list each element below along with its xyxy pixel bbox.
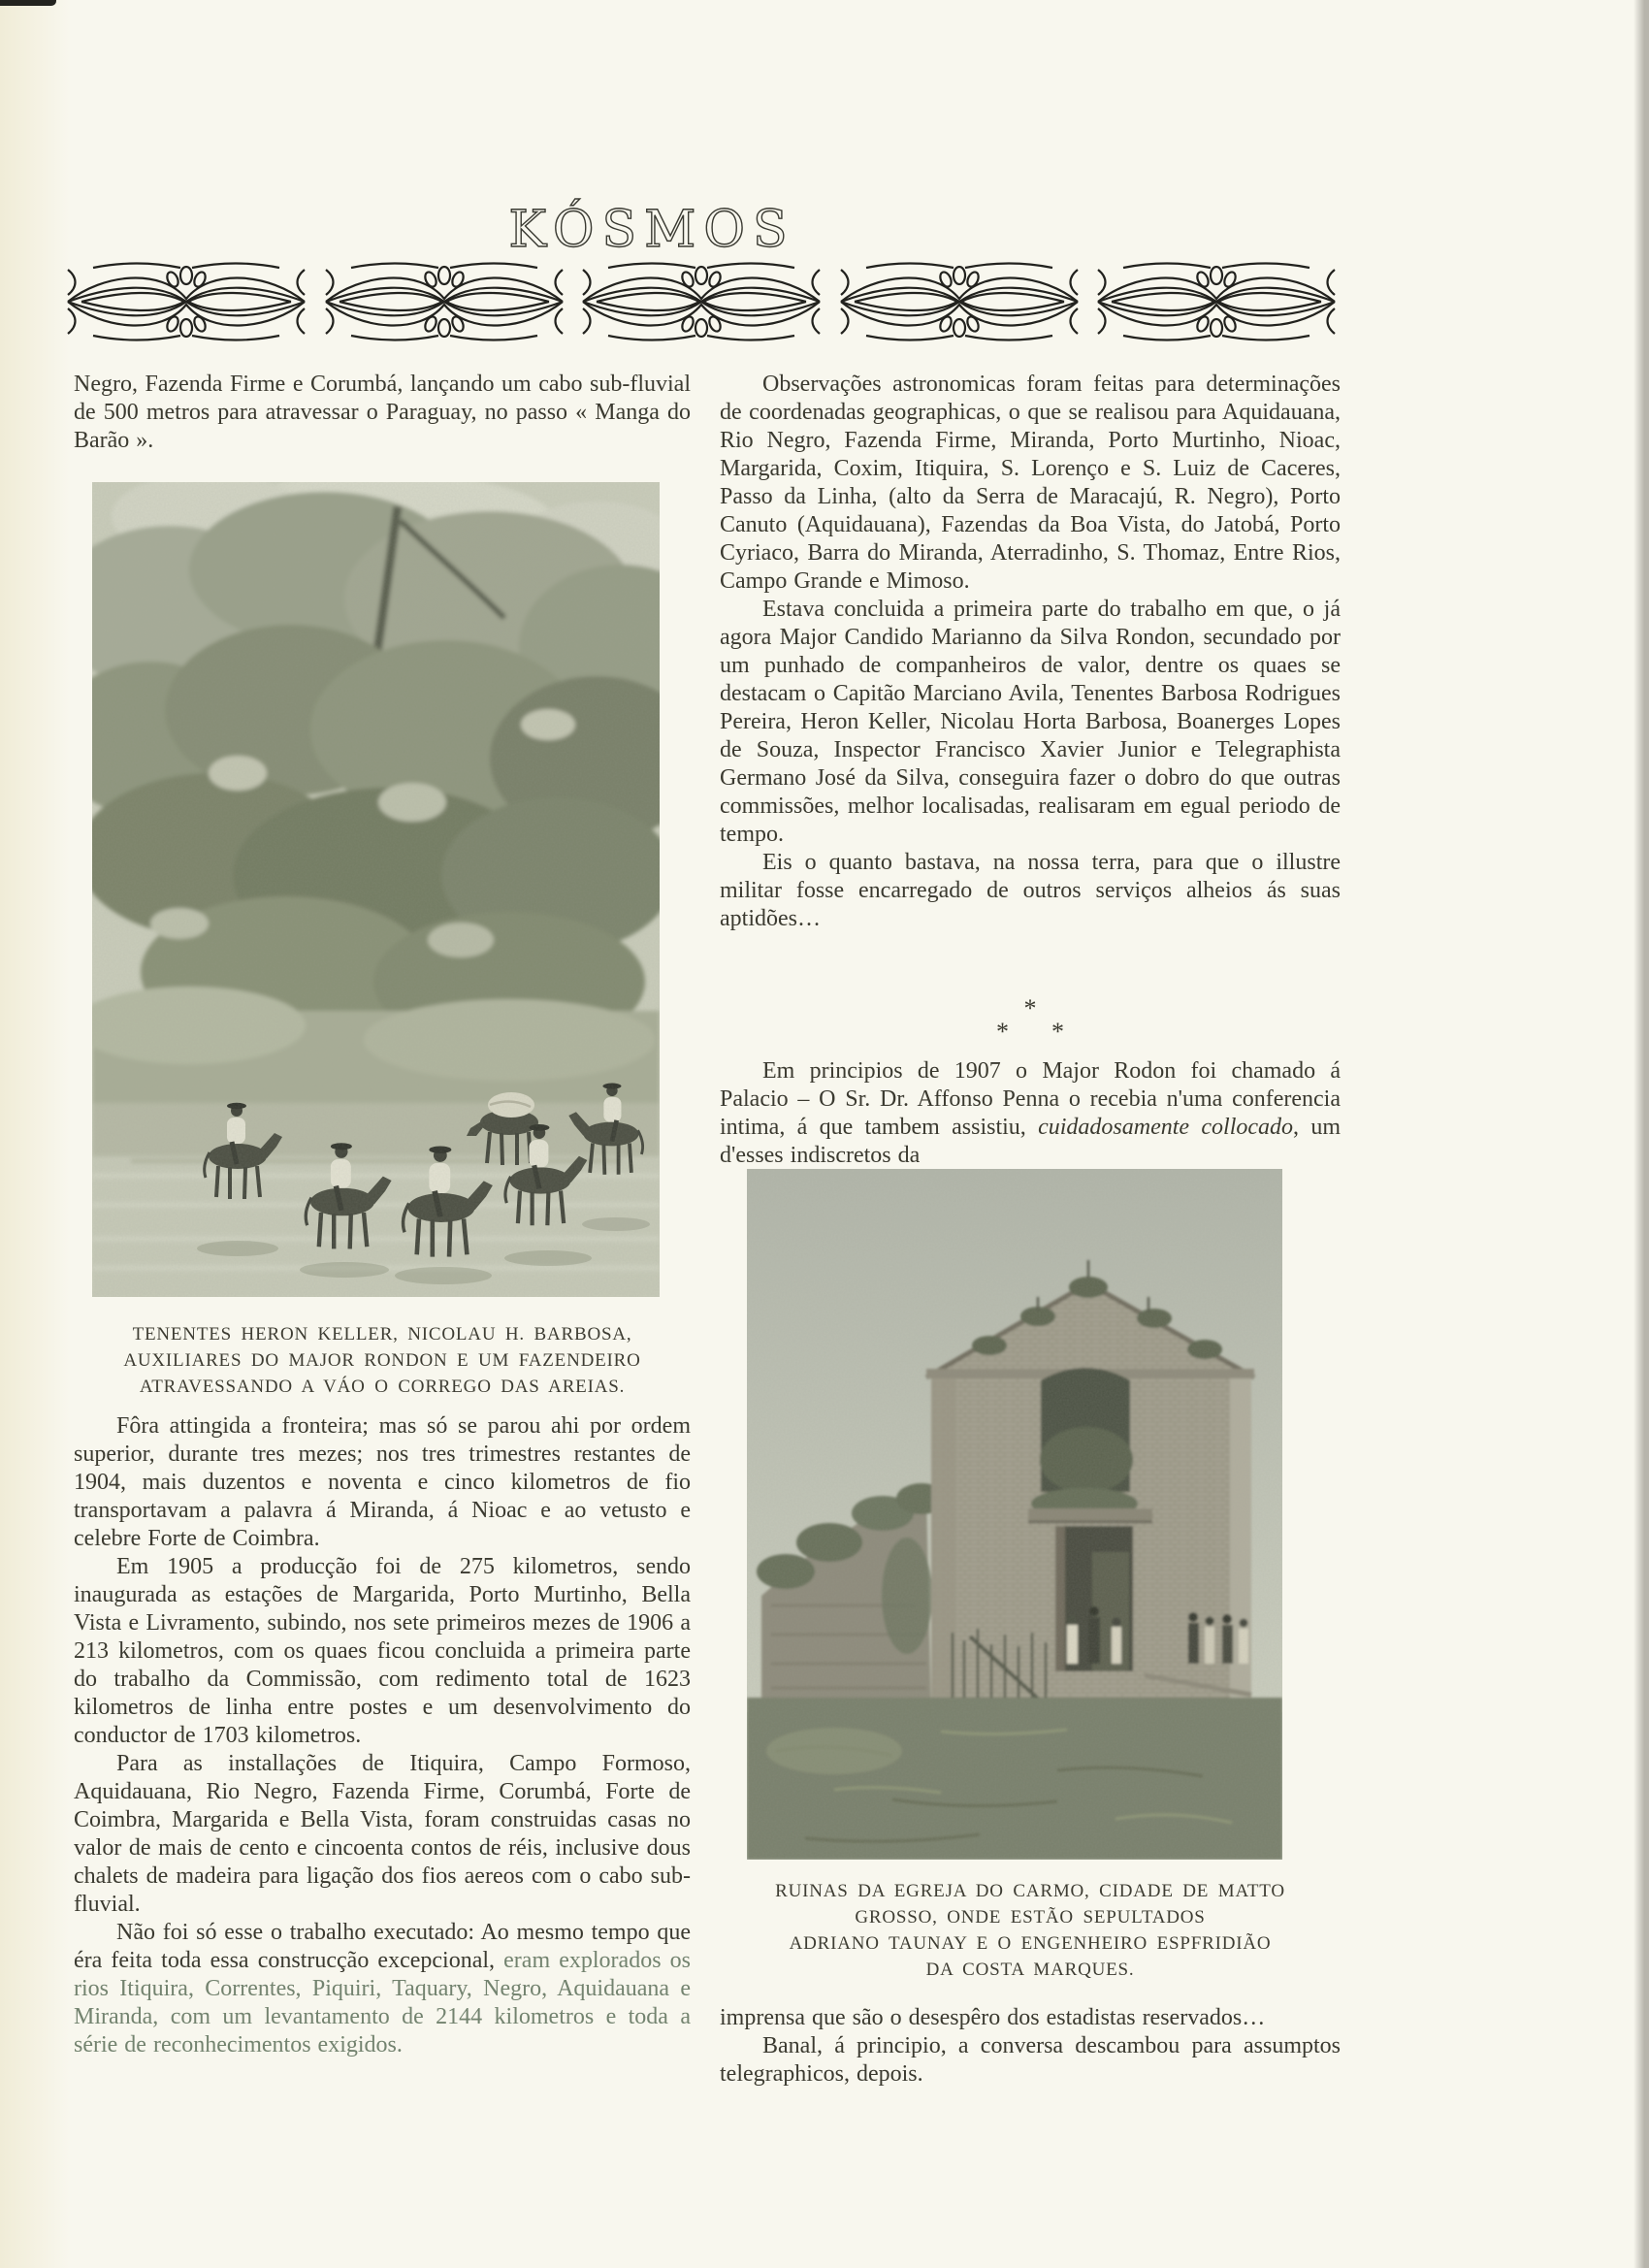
masthead-title: KÓSMOS [508, 201, 795, 259]
right-column-bottom-text [720, 2004, 1341, 2089]
asterisk-bottom-row: * * [996, 1018, 1064, 1046]
asterisk-top: * [1023, 994, 1037, 1022]
masthead-kosmos [497, 196, 807, 260]
foliate-ornament-panel [322, 262, 566, 341]
paragraph: Eis o quanto bastava, na nossa terra, para que o illustre militar fosse encarregado de outros serviços alheios ás suas aptidões… [720, 850, 1341, 931]
ornament-band [64, 262, 1339, 341]
foliate-ornament-panel [579, 262, 824, 341]
paragraph [720, 1057, 1341, 1170]
paragraph: Em 1905 a producção foi de 275 kilometros, sendo inaugurada as estações de Margarida, Porto Murtinho, Bella Vista e Livramento, subindo, nos sete primeiros mezes de 1906 a 213 kilometros, com os quaes ficou concluida a primeira parte do trabalho da Commissão, com redimento total de 1623 kilometros de linha entre postes e um desenvolvimento do conductor de 1703 kilometros. [74, 1554, 691, 1748]
italic-phrase: cuidadosamente collocado [1038, 1115, 1294, 1140]
left-column-opening [74, 371, 691, 455]
paragraph-start: Não foi só esse o trabalho executado: Ao mesmo tempo que éra feita toda essa construcção excepcional, [74, 1920, 691, 1973]
caption-line: RUINAS DA EGREJA DO CARMO, CIDADE DE MATTO [775, 1881, 1285, 1901]
paragraph: Fôra attingida a fronteira; mas só se parou ahi por ordem superior, durante tres mezes; nos tres trimestres restantes de 1904, mais duzentos e noventa e cinco kilometros de fio transportavam a palavra á Miranda, á Nioac e ao vetusto e celebre Forte de Coimbra. [74, 1413, 691, 1551]
photo-stream-crossing [92, 482, 660, 1297]
page-left-edge-shading [0, 0, 70, 2268]
paragraph [74, 1919, 691, 2059]
paragraph: Estava concluida a primeira parte do trabalho em que, o já agora Major Candido Marianno da Silva Rondon, secundado por um punhado de companheiros de valor, dentre os quaes se destacam o Capitão Marciano Avila, Tenentes Barbosa Rodrigues Pereira, Heron Keller, Nicolau Horta Barbosa, Boanerges Lopes de Souza, Inspector Francisco Xavier Junior e Telegraphista Germano José da Silva, conseguira fazer o dobro do que outras commissões, melhor localisadas, realisaram em egual periodo de tempo. [720, 597, 1341, 847]
caption-line: AUXILIARES DO MAJOR RONDON E UM FAZENDEIRO [123, 1350, 641, 1371]
paragraph: Banal, á principio, a conversa descambou para assumptos telegraphicos, depois. [720, 2033, 1341, 2087]
paragraph: Observações astronomicas foram feitas para determinações de coordenadas geographicas, o que se realisou para Aquidauana, Rio Negro, Fazenda Firme, Miranda, Porto Murtinho, Nioac, Margarida, Coxim, Itiquira, S. Lorenço e S. Luiz de Caceres, Passo da Linha, (alto da Serra de Maracajú, R. Negro), Porto Canuto (Aquidauana), Fazendas da Boa Vista, do Jatobá, Porto Cyriaco, Barra do Miranda, Aterradinho, S. Thomaz, Entre Rios, Campo Grande e Mimoso. [720, 372, 1341, 594]
foliate-ornament-panel [1094, 262, 1339, 341]
paragraph: Negro, Fazenda Firme e Corumbá, lançando um cabo sub-fluvial de 500 metros para atravessar o Paraguay, no passo « Manga do Barão ». [74, 372, 691, 453]
paragraph: Para as installações de Itiquira, Campo Formoso, Aquidauana, Rio Negro, Fazenda Firme, Corumbá, Forte de Coimbra, Margarida e Bella Vista, foram construidas casas no valor de mais de cento e cincoenta contos de réis, inclusive dous chalets de madeira para ligação dos fios aereos com o cabo sub-fluvial. [74, 1751, 691, 1917]
scan-top-left-mark [0, 0, 56, 6]
paragraph-end: , um d'esses indiscretos da [720, 1115, 1341, 1168]
section-divider-asterisks [720, 994, 1341, 1046]
caption-line: TENENTES HERON KELLER, NICOLAU H. BARBOSA, [132, 1324, 632, 1345]
paragraph: imprensa que são o desespêro dos estadistas reservados… [720, 2005, 1266, 2030]
right-column-text [720, 371, 1341, 933]
right-column-paragraph-1907 [720, 1057, 1341, 1170]
caption-line: DA COSTA MARQUES. [925, 1960, 1135, 1980]
caption-line: ADRIANO TAUNAY E O ENGENHEIRO ESPFRIDIÃO [789, 1933, 1272, 1954]
foliate-ornament-panel [837, 262, 1082, 341]
photo2-caption [720, 1878, 1341, 1983]
caption-line: GROSSO, ONDE ESTÃO SEPULTADOS [855, 1907, 1206, 1928]
photo1-caption [74, 1321, 691, 1400]
scan-right-edge [1633, 0, 1649, 2268]
photo1-image [92, 482, 660, 1297]
paragraph-start: Em principios de 1907 o Major Rodon foi chamado á Palacio – O Sr. Dr. Affonso Penna o recebia n'uma conferencia intima, á que tambem assistiu, [720, 1058, 1341, 1140]
paragraph-faded-ink: eram explorados os rios Itiquira, Correntes, Piquiri, Taquary, Negro, Aquidauana e Miranda, com um levantamento de 2144 kilometros e toda a série de reconhecimentos exigidos. [74, 1948, 691, 2057]
foliate-ornament-panel [64, 262, 308, 341]
photo-church-ruins [747, 1169, 1282, 1860]
photo2-image [747, 1169, 1282, 1860]
caption-line: ATRAVESSANDO A VÁO O CORREGO DAS AREIAS. [139, 1377, 626, 1397]
left-column-text [74, 1412, 691, 2059]
